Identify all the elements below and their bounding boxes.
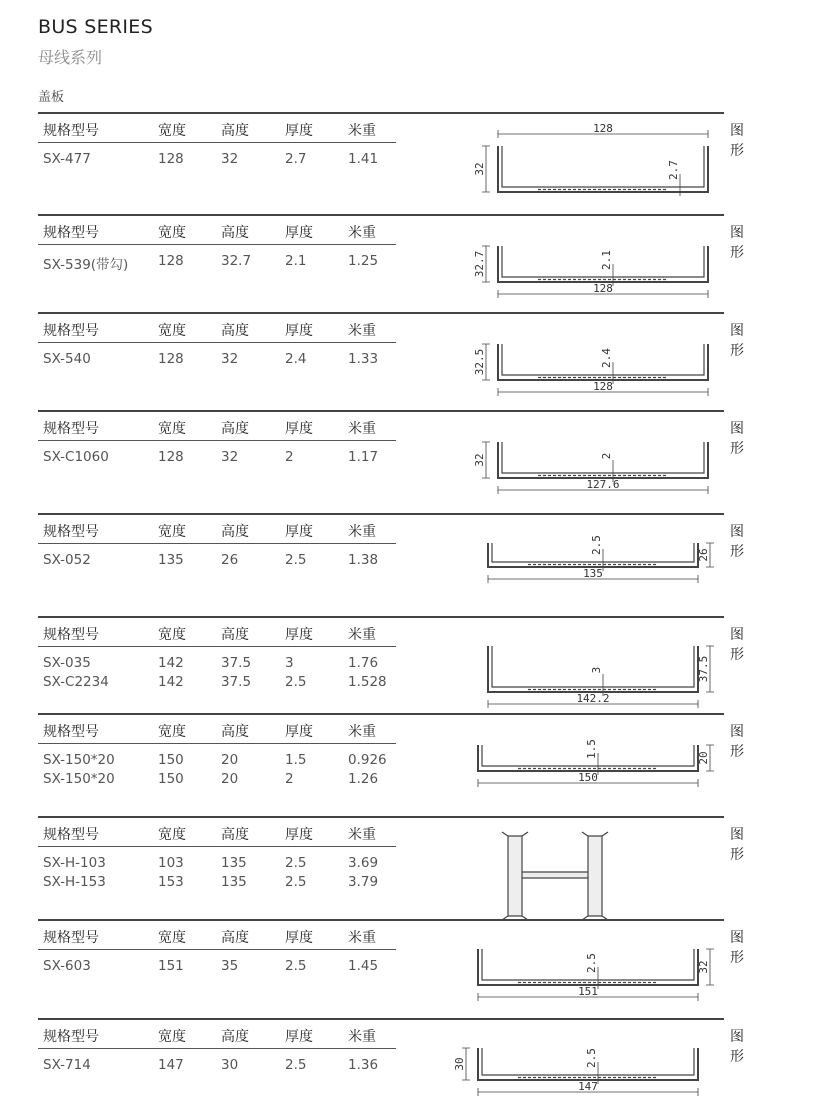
header-divider — [38, 142, 396, 143]
height-dim-label: 32 — [473, 162, 486, 176]
figure-label: 图形 — [730, 421, 744, 457]
width-dim-label: 127.6 — [586, 478, 620, 491]
model-cell: SX-H-103 — [43, 855, 106, 871]
column-header: 米重 — [348, 1029, 376, 1045]
width-dim-label: 150 — [578, 771, 598, 784]
spec-cell: 2 — [285, 771, 294, 787]
thickness-dim-label: 2.5 — [590, 535, 603, 555]
spec-cell: 1.5 — [285, 752, 307, 768]
spec-cell: 1.25 — [348, 253, 379, 269]
header-divider — [38, 342, 396, 343]
column-header: 厚度 — [285, 930, 313, 946]
spec-cell: 128 — [158, 449, 184, 465]
column-header: 米重 — [348, 524, 376, 540]
width-dim-label: 128 — [593, 282, 613, 295]
spec-cell: 1.26 — [348, 771, 379, 787]
column-header: 宽度 — [158, 421, 186, 437]
height-dim-label: 32.7 — [473, 250, 486, 278]
figure-label: 图形 — [730, 123, 744, 159]
column-header: 米重 — [348, 627, 376, 643]
width-dim-label: 135 — [583, 567, 603, 580]
column-header: 厚度 — [285, 1029, 313, 1045]
spec-cell: 3 — [285, 655, 294, 671]
column-header: 高度 — [221, 421, 249, 437]
header-divider — [38, 646, 396, 647]
spec-cell: 1.41 — [348, 151, 379, 167]
spec-cell: 135 — [221, 874, 247, 890]
profile-drawing — [428, 624, 718, 714]
spec-section — [38, 919, 744, 1016]
thickness-dim-label: 2.1 — [600, 250, 613, 270]
column-header: 宽度 — [158, 323, 186, 339]
spec-cell: 1.528 — [348, 674, 387, 690]
column-header: 厚度 — [285, 225, 313, 241]
spec-section — [38, 112, 744, 212]
height-dim-label: 37.5 — [697, 655, 710, 683]
spec-cell: 1.17 — [348, 449, 379, 465]
height-dim-label: 32 — [697, 960, 710, 974]
model-cell: SX-714 — [43, 1057, 91, 1073]
spec-cell: 2.5 — [285, 1057, 307, 1073]
column-header: 宽度 — [158, 225, 186, 241]
spec-cell: 153 — [158, 874, 184, 890]
profile-drawing — [438, 322, 728, 402]
profile-drawing — [418, 723, 718, 793]
width-dim-label: 128 — [593, 380, 613, 393]
spec-cell: 32.7 — [221, 253, 252, 269]
page-title: BUS SERIES — [38, 16, 153, 38]
column-header: 厚度 — [285, 827, 313, 843]
column-header: 宽度 — [158, 724, 186, 740]
height-dim-label: 30 — [453, 1057, 466, 1071]
spec-cell: 135 — [221, 855, 247, 871]
spec-cell: 0.926 — [348, 752, 387, 768]
thickness-dim-label: 2 — [600, 452, 613, 460]
spec-cell: 2.5 — [285, 674, 307, 690]
column-header: 厚度 — [285, 724, 313, 740]
spec-cell: 128 — [158, 253, 184, 269]
column-header: 米重 — [348, 225, 376, 241]
spec-cell: 142 — [158, 674, 184, 690]
column-header: 规格型号 — [43, 524, 99, 540]
spec-cell: 1.36 — [348, 1057, 379, 1073]
profile-drawing — [428, 521, 718, 589]
column-header: 高度 — [221, 627, 249, 643]
model-cell: SX-477 — [43, 151, 91, 167]
spec-cell: 2.7 — [285, 151, 307, 167]
column-header: 米重 — [348, 930, 376, 946]
spec-cell: 20 — [221, 771, 239, 787]
spec-cell: 128 — [158, 151, 184, 167]
column-header: 米重 — [348, 123, 376, 139]
header-divider — [38, 543, 396, 544]
figure-label: 图形 — [730, 524, 744, 560]
width-dim-label: 128 — [593, 124, 613, 135]
column-header: 米重 — [348, 827, 376, 843]
header-divider — [38, 244, 396, 245]
height-dim-label: 26 — [697, 548, 710, 562]
column-header: 规格型号 — [43, 827, 99, 843]
width-dim-label: 142.2 — [576, 692, 610, 705]
thickness-dim-label: 2.5 — [585, 1048, 598, 1068]
spec-cell: 2 — [285, 449, 294, 465]
spec-cell: 2.1 — [285, 253, 307, 269]
model-cell: SX-C2234 — [43, 674, 109, 690]
spec-cell: 142 — [158, 655, 184, 671]
model-cell: SX-C1060 — [43, 449, 109, 465]
model-cell: SX-539(带勾) — [43, 257, 129, 273]
thickness-dim-label: 2.5 — [585, 953, 598, 973]
profile-drawing — [488, 820, 628, 922]
spec-cell: 2.5 — [285, 552, 307, 568]
spec-cell: 128 — [158, 351, 184, 367]
spec-cell: 26 — [221, 552, 239, 568]
model-cell: SX-150*20 — [43, 771, 115, 787]
spec-section — [38, 513, 744, 614]
column-header: 规格型号 — [43, 225, 99, 241]
height-dim-label: 20 — [697, 751, 710, 765]
profile-drawing — [438, 224, 728, 304]
model-cell: SX-540 — [43, 351, 91, 367]
column-header: 规格型号 — [43, 724, 99, 740]
model-cell: SX-052 — [43, 552, 91, 568]
page-subtitle: 母线系列 — [38, 48, 103, 67]
figure-label: 图形 — [730, 1029, 744, 1065]
width-dim-label: 147 — [578, 1080, 598, 1093]
figure-label: 图形 — [730, 627, 744, 663]
thickness-dim-label: 2.4 — [600, 348, 613, 368]
model-cell: SX-603 — [43, 958, 91, 974]
spec-cell: 3.69 — [348, 855, 379, 871]
column-header: 高度 — [221, 1029, 249, 1045]
column-header: 规格型号 — [43, 1029, 99, 1045]
width-dim-label: 151 — [578, 985, 598, 998]
column-header: 高度 — [221, 930, 249, 946]
figure-label: 图形 — [730, 724, 744, 760]
thickness-dim-label: 1.5 — [585, 739, 598, 759]
spec-section — [38, 410, 744, 511]
column-header: 规格型号 — [43, 627, 99, 643]
spec-cell: 30 — [221, 1057, 239, 1073]
figure-label: 图形 — [730, 323, 744, 359]
column-header: 宽度 — [158, 627, 186, 643]
column-header: 宽度 — [158, 930, 186, 946]
spec-cell: 151 — [158, 958, 184, 974]
height-dim-label: 32 — [473, 453, 486, 467]
height-dim-label: 32.5 — [473, 348, 486, 376]
header-divider — [38, 949, 396, 950]
column-header: 规格型号 — [43, 123, 99, 139]
category-label: 盖板 — [38, 90, 65, 105]
spec-cell: 37.5 — [221, 674, 252, 690]
spec-cell: 32 — [221, 151, 239, 167]
spec-cell: 147 — [158, 1057, 184, 1073]
profile-drawing — [418, 927, 718, 1007]
column-header: 高度 — [221, 225, 249, 241]
column-header: 厚度 — [285, 627, 313, 643]
spec-cell: 2.5 — [285, 958, 307, 974]
column-header: 高度 — [221, 827, 249, 843]
spec-cell: 32 — [221, 449, 239, 465]
model-cell: SX-H-153 — [43, 874, 106, 890]
spec-section — [38, 816, 744, 917]
column-header: 米重 — [348, 724, 376, 740]
column-header: 宽度 — [158, 827, 186, 843]
spec-cell: 32 — [221, 351, 239, 367]
spec-cell: 3.79 — [348, 874, 379, 890]
column-header: 米重 — [348, 323, 376, 339]
spec-section — [38, 312, 744, 408]
profile-drawing — [418, 1026, 718, 1102]
spec-section — [38, 713, 744, 814]
column-header: 厚度 — [285, 323, 313, 339]
column-header: 高度 — [221, 323, 249, 339]
column-header: 规格型号 — [43, 323, 99, 339]
column-header: 规格型号 — [43, 930, 99, 946]
column-header: 规格型号 — [43, 421, 99, 437]
thickness-dim-label: 3 — [590, 666, 603, 674]
figure-label: 图形 — [730, 827, 744, 863]
spec-cell: 150 — [158, 752, 184, 768]
spec-section — [38, 1018, 744, 1103]
figure-label: 图形 — [730, 225, 744, 261]
column-header: 宽度 — [158, 1029, 186, 1045]
column-header: 高度 — [221, 123, 249, 139]
profile-drawing — [438, 420, 728, 500]
spec-cell: 1.76 — [348, 655, 379, 671]
figure-label: 图形 — [730, 930, 744, 966]
spec-cell: 2.5 — [285, 855, 307, 871]
header-divider — [38, 1048, 396, 1049]
column-header: 高度 — [221, 524, 249, 540]
spec-section — [38, 616, 744, 711]
thickness-dim-label: 2.7 — [667, 160, 680, 180]
model-cell: SX-035 — [43, 655, 91, 671]
spec-cell: 1.38 — [348, 552, 379, 568]
column-header: 厚度 — [285, 421, 313, 437]
header-divider — [38, 440, 396, 441]
header-divider — [38, 743, 396, 744]
spec-cell: 150 — [158, 771, 184, 787]
column-header: 宽度 — [158, 524, 186, 540]
spec-cell: 2.4 — [285, 351, 307, 367]
spec-cell: 20 — [221, 752, 239, 768]
spec-cell: 1.45 — [348, 958, 379, 974]
spec-cell: 2.5 — [285, 874, 307, 890]
spec-cell: 35 — [221, 958, 239, 974]
spec-cell: 135 — [158, 552, 184, 568]
h-profile-shape — [508, 836, 602, 916]
profile-drawing — [438, 124, 728, 214]
profile-outline — [502, 832, 608, 920]
spec-cell: 103 — [158, 855, 184, 871]
column-header: 厚度 — [285, 524, 313, 540]
spec-cell: 1.33 — [348, 351, 379, 367]
column-header: 宽度 — [158, 123, 186, 139]
channel-inner — [492, 646, 694, 687]
spec-section — [38, 214, 744, 310]
header-divider — [38, 846, 396, 847]
column-header: 厚度 — [285, 123, 313, 139]
column-header: 米重 — [348, 421, 376, 437]
spec-cell: 37.5 — [221, 655, 252, 671]
model-cell: SX-150*20 — [43, 752, 115, 768]
column-header: 高度 — [221, 724, 249, 740]
